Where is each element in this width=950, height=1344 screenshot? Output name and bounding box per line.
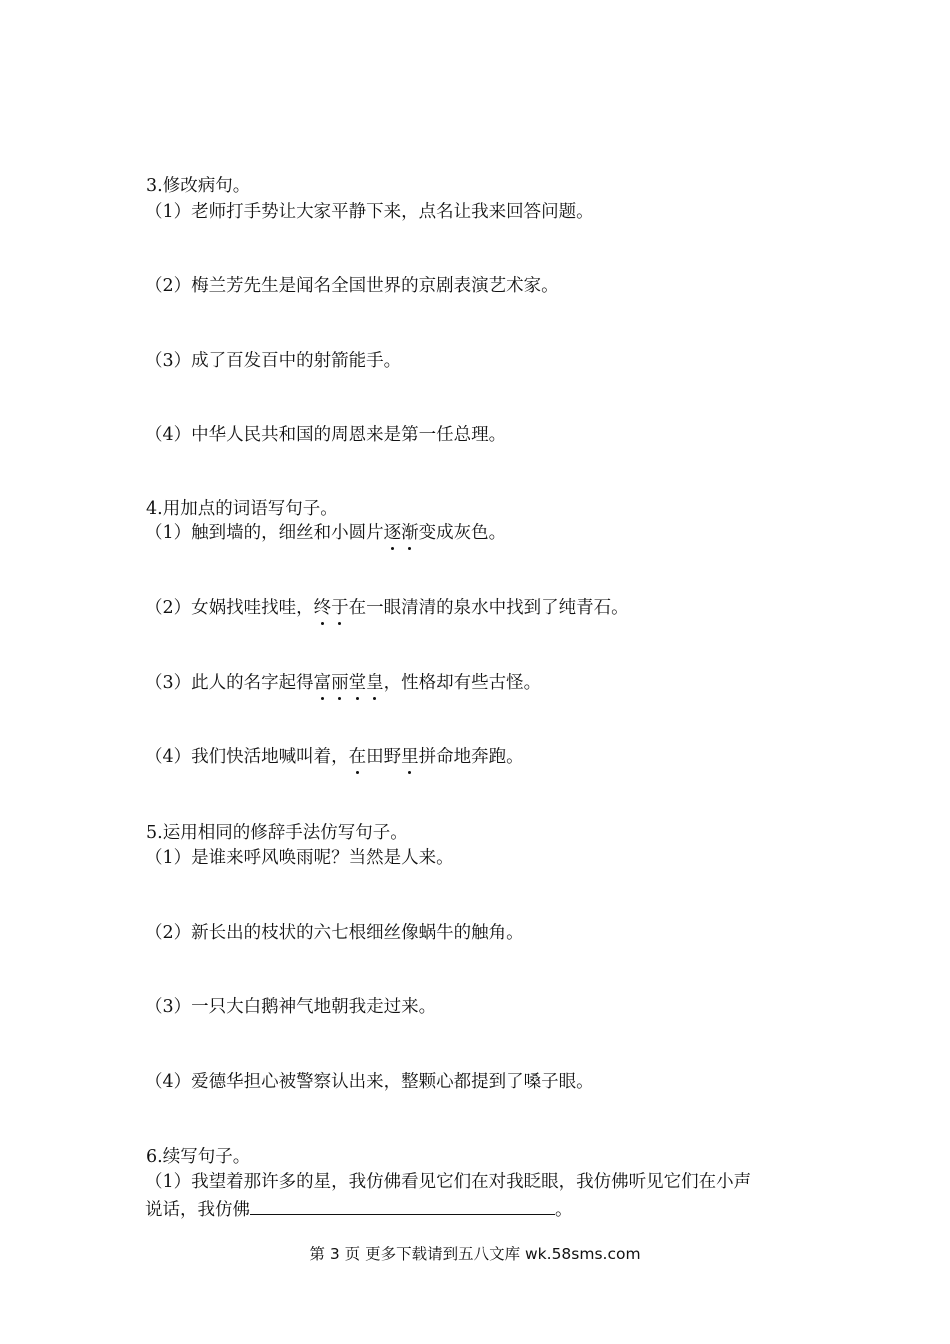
section5-item-1: （1）是谁来呼风唤雨呢？当然是人来。 [145,848,454,868]
dotted-word [384,521,419,545]
emphasis-char: 逐 [383,523,402,543]
dotted-word [401,745,419,769]
section4-heading: 4.用加点的词语写句子。 [146,499,338,519]
section4-item-1 [145,521,506,545]
section3-item-4: （4）中华人民共和国的周恩来是第一任总理。 [145,425,507,445]
section4-item-2 [145,596,629,620]
emphasis-char: 皇 [366,673,384,693]
sentence-text: 在一眼清清的泉水中找到了纯青石。 [348,598,629,618]
section6-item-1-line2 [145,1196,573,1222]
emphasis-char: 丽 [331,673,349,693]
sentence-text: 拼命地奔跑。 [418,747,524,767]
sentence-text: 说话，我仿佛 [145,1200,250,1220]
section3-item-3: （3）成了百发百中的射箭能手。 [145,351,402,371]
answer-blank[interactable] [250,1196,555,1215]
section5-item-3: （3）一只大白鹅神气地朝我走过来。 [145,997,437,1017]
sentence-text: （4）我们快活地喊叫着， [145,747,349,767]
dotted-word [349,745,367,769]
page-footer: 第 3 页 更多下载请到五八文库 wk.58sms.com [309,1245,641,1263]
sentence-text: （2）女娲找哇找哇， [145,598,314,618]
emphasis-char: 富 [313,673,332,693]
emphasis-char: 堂 [348,673,367,693]
emphasis-char: 在 [348,747,367,767]
emphasis-char: 终 [313,598,332,618]
dotted-word [314,596,349,620]
emphasis-char: 于 [331,598,349,618]
emphasis-char: 里 [401,747,419,767]
section3-item-2: （2）梅兰芳先生是闻名全国世界的京剧表演艺术家。 [145,276,559,296]
section4-item-3 [145,671,541,695]
section3-item-1: （1）老师打手势让大家平静下来，点名让我来回答问题。 [145,202,594,222]
section4-item-4 [145,745,524,769]
section5-heading: 5.运用相同的修辞手法仿写句子。 [146,823,408,843]
section5-item-4: （4）爱德华担心被警察认出来，整颗心都提到了嗓子眼。 [145,1072,594,1092]
sentence-text: ，性格却有些古怪。 [383,673,542,693]
section6-item-1-line1: （1）我望着那许多的星，我仿佛看见它们在对我眨眼，我仿佛听见它们在小声 [145,1172,752,1192]
section3-heading: 3.修改病句。 [146,176,251,196]
sentence-text: 。 [555,1200,573,1220]
section6-heading: 6.续写句子。 [146,1147,251,1167]
sentence-text: （3）此人的名字起得 [145,673,314,693]
sentence-text: 变成灰色。 [418,523,507,543]
sentence-text: 田野 [366,747,402,767]
dotted-word [314,671,384,695]
sentence-text: （1）触到墙的，细丝和小圆片 [145,523,384,543]
emphasis-char: 渐 [401,523,419,543]
section5-item-2: （2）新长出的枝状的六七根细丝像蜗牛的触角。 [145,923,524,943]
